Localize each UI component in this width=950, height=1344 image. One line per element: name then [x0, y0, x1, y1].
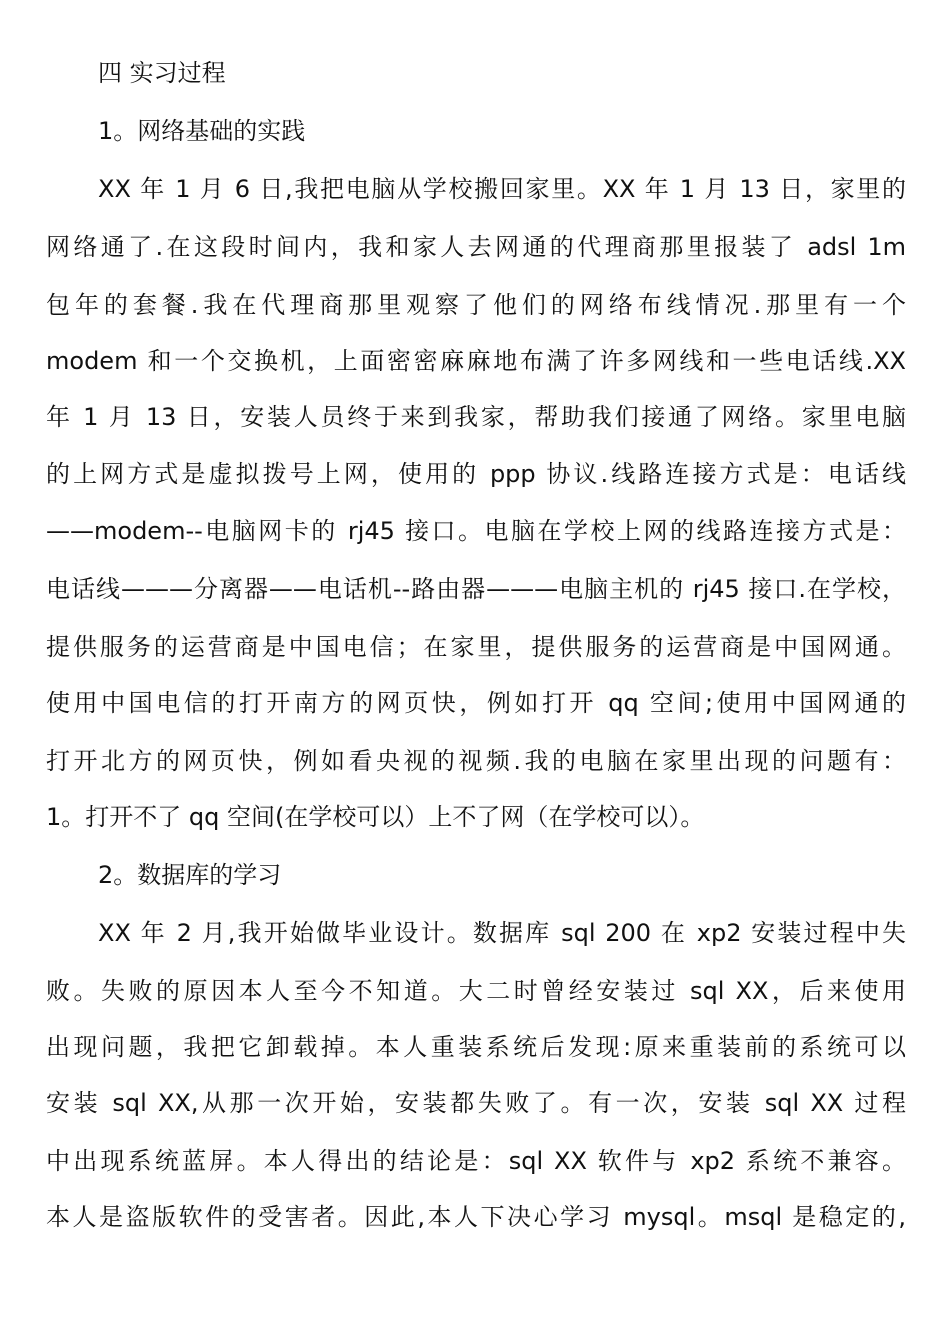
paragraph-line: 的上网方式是虚拟拨号上网，使用的 ppp 协议.线路连接方式是：电话线 [46, 460, 906, 488]
paragraph-line: XX 年 1 月 6 日,我把电脑从学校搬回家里。XX 年 1 月 13 日，家里的 [98, 175, 906, 203]
paragraph-line: modem 和一个交换机，上面密密麻麻地布满了许多网线和一些电话线.XX [46, 347, 906, 375]
paragraph-line: 1。打开不了 qq 空间(在学校可以）上不了网（在学校可以）。 [46, 803, 705, 831]
paragraph-line: 提供服务的运营商是中国电信；在家里，提供服务的运营商是中国网通。 [46, 633, 906, 661]
paragraph-line: 出现问题，我把它卸载掉。本人重装系统后发现:原来重装前的系统可以 [46, 1033, 906, 1061]
paragraph-line: 使用中国电信的打开南方的网页快，例如打开 qq 空间;使用中国网通的 [46, 689, 906, 717]
paragraph-line: 电话线———分离器——电话机--路由器———电脑主机的 rj45 接口.在学校， [46, 575, 906, 603]
paragraph-line: 包年的套餐.我在代理商那里观察了他们的网络布线情况.那里有一个 [46, 291, 906, 319]
paragraph-line: ——modem--电脑网卡的 rj45 接口。电脑在学校上网的线路连接方式是： [46, 517, 906, 545]
paragraph-line: 打开北方的网页快，例如看央视的视频.我的电脑在家里出现的问题有： [46, 747, 906, 775]
section-heading: 四 实习过程 [98, 59, 226, 87]
paragraph-line: 本人是盗版软件的受害者。因此,本人下决心学习 mysql。msql 是稳定的, [46, 1203, 906, 1231]
paragraph-line: 败。失败的原因本人至今不知道。大二时曾经安装过 sql XX，后来使用 [46, 977, 906, 1005]
paragraph-line: 中出现系统蓝屏。本人得出的结论是：sql XX 软件与 xp2 系统不兼容。 [46, 1147, 906, 1175]
subsection-heading-network: 1。网络基础的实践 [98, 117, 306, 145]
paragraph-line: XX 年 2 月,我开始做毕业设计。数据库 sql 200 在 xp2 安装过程中失 [98, 919, 906, 947]
paragraph-line: 安装 sql XX,从那一次开始，安装都失败了。有一次，安装 sql XX 过程 [46, 1089, 906, 1117]
paragraph-line: 年 1 月 13 日，安装人员终于来到我家，帮助我们接通了网络。家里电脑 [46, 403, 906, 431]
paragraph-line: 网络通了.在这段时间内，我和家人去网通的代理商那里报装了 adsl 1m [46, 233, 906, 261]
subsection-heading-database: 2。数据库的学习 [98, 861, 282, 889]
